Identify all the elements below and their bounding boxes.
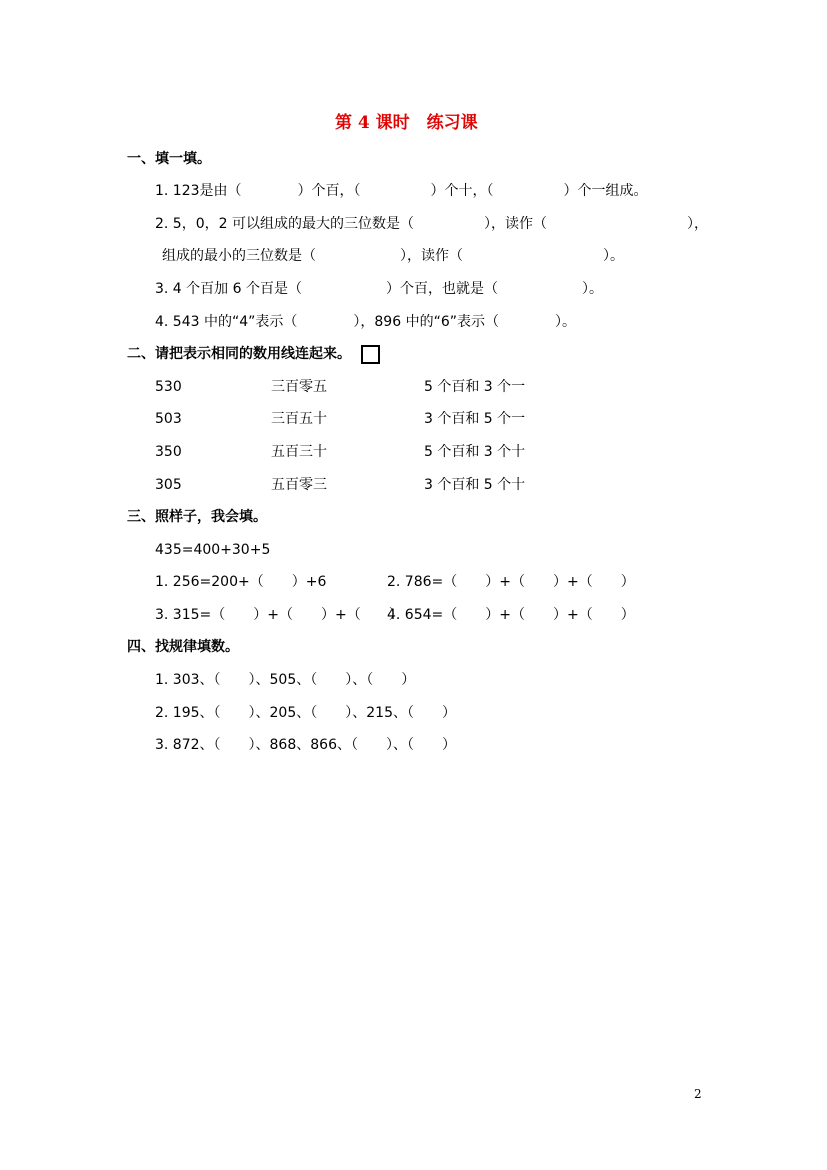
section-2-heading: 二、请把表示相同的数用线连起来。 <box>127 346 351 362</box>
pattern-question-2: 2. 195、（ ）、205、（ ）、215、（ ） <box>155 705 456 721</box>
fill-question-4: 4. 543 中的“4”表示（ ），896 中的“6”表示（ ）。 <box>155 314 576 330</box>
match-word: 五百三十 <box>271 444 327 460</box>
pattern-question-1: 1. 303、（ ）、505、（ ）、（ ） <box>155 672 416 688</box>
decompose-question-4: 4. 654=（ ）+（ ）+（ ） <box>387 607 635 623</box>
decompose-question-1: 1. 256=200+（ ）+6 <box>155 574 327 590</box>
decompose-question-3: 3. 315=（ ）+（ ）+（ ） <box>155 607 403 623</box>
match-number: 503 <box>155 411 182 427</box>
match-unit: 3 个百和 5 个十 <box>424 477 526 493</box>
fill-question-1: 1. 123是由（ ）个百，（ ）个十，（ ）个一组成。 <box>155 183 648 199</box>
page-number: 2 <box>694 1087 702 1101</box>
match-word: 五百零三 <box>271 477 327 493</box>
match-word: 三百五十 <box>271 411 327 427</box>
fill-question-2: 2. 5，0，2 可以组成的最大的三位数是（ ），读作（ ）， <box>155 216 708 232</box>
decompose-question-2: 2. 786=（ ）+（ ）+（ ） <box>387 574 635 590</box>
match-unit: 5 个百和 3 个一 <box>424 379 526 395</box>
section-3-heading: 三、照样子，我会填。 <box>127 509 267 525</box>
match-word: 三百零五 <box>271 379 327 395</box>
match-number: 530 <box>155 379 182 395</box>
section-4-heading: 四、找规律填数。 <box>127 639 239 655</box>
match-number: 305 <box>155 477 182 493</box>
example-equation: 435=400+30+5 <box>155 542 271 558</box>
match-unit: 3 个百和 5 个一 <box>424 411 526 427</box>
fill-question-2-continued: 组成的最小的三位数是（ ），读作（ ）。 <box>162 248 624 264</box>
answer-checkbox[interactable] <box>361 345 380 364</box>
page-title: 第 4 课时 练习课 <box>335 113 478 133</box>
match-unit: 5 个百和 3 个十 <box>424 444 526 460</box>
match-number: 350 <box>155 444 182 460</box>
pattern-question-3: 3. 872、（ ）、868、866、（ ）、（ ） <box>155 737 456 753</box>
fill-question-3: 3. 4 个百加 6 个百是（ ）个百，也就是（ ）。 <box>155 281 603 297</box>
section-1-heading: 一、填一填。 <box>127 151 211 167</box>
